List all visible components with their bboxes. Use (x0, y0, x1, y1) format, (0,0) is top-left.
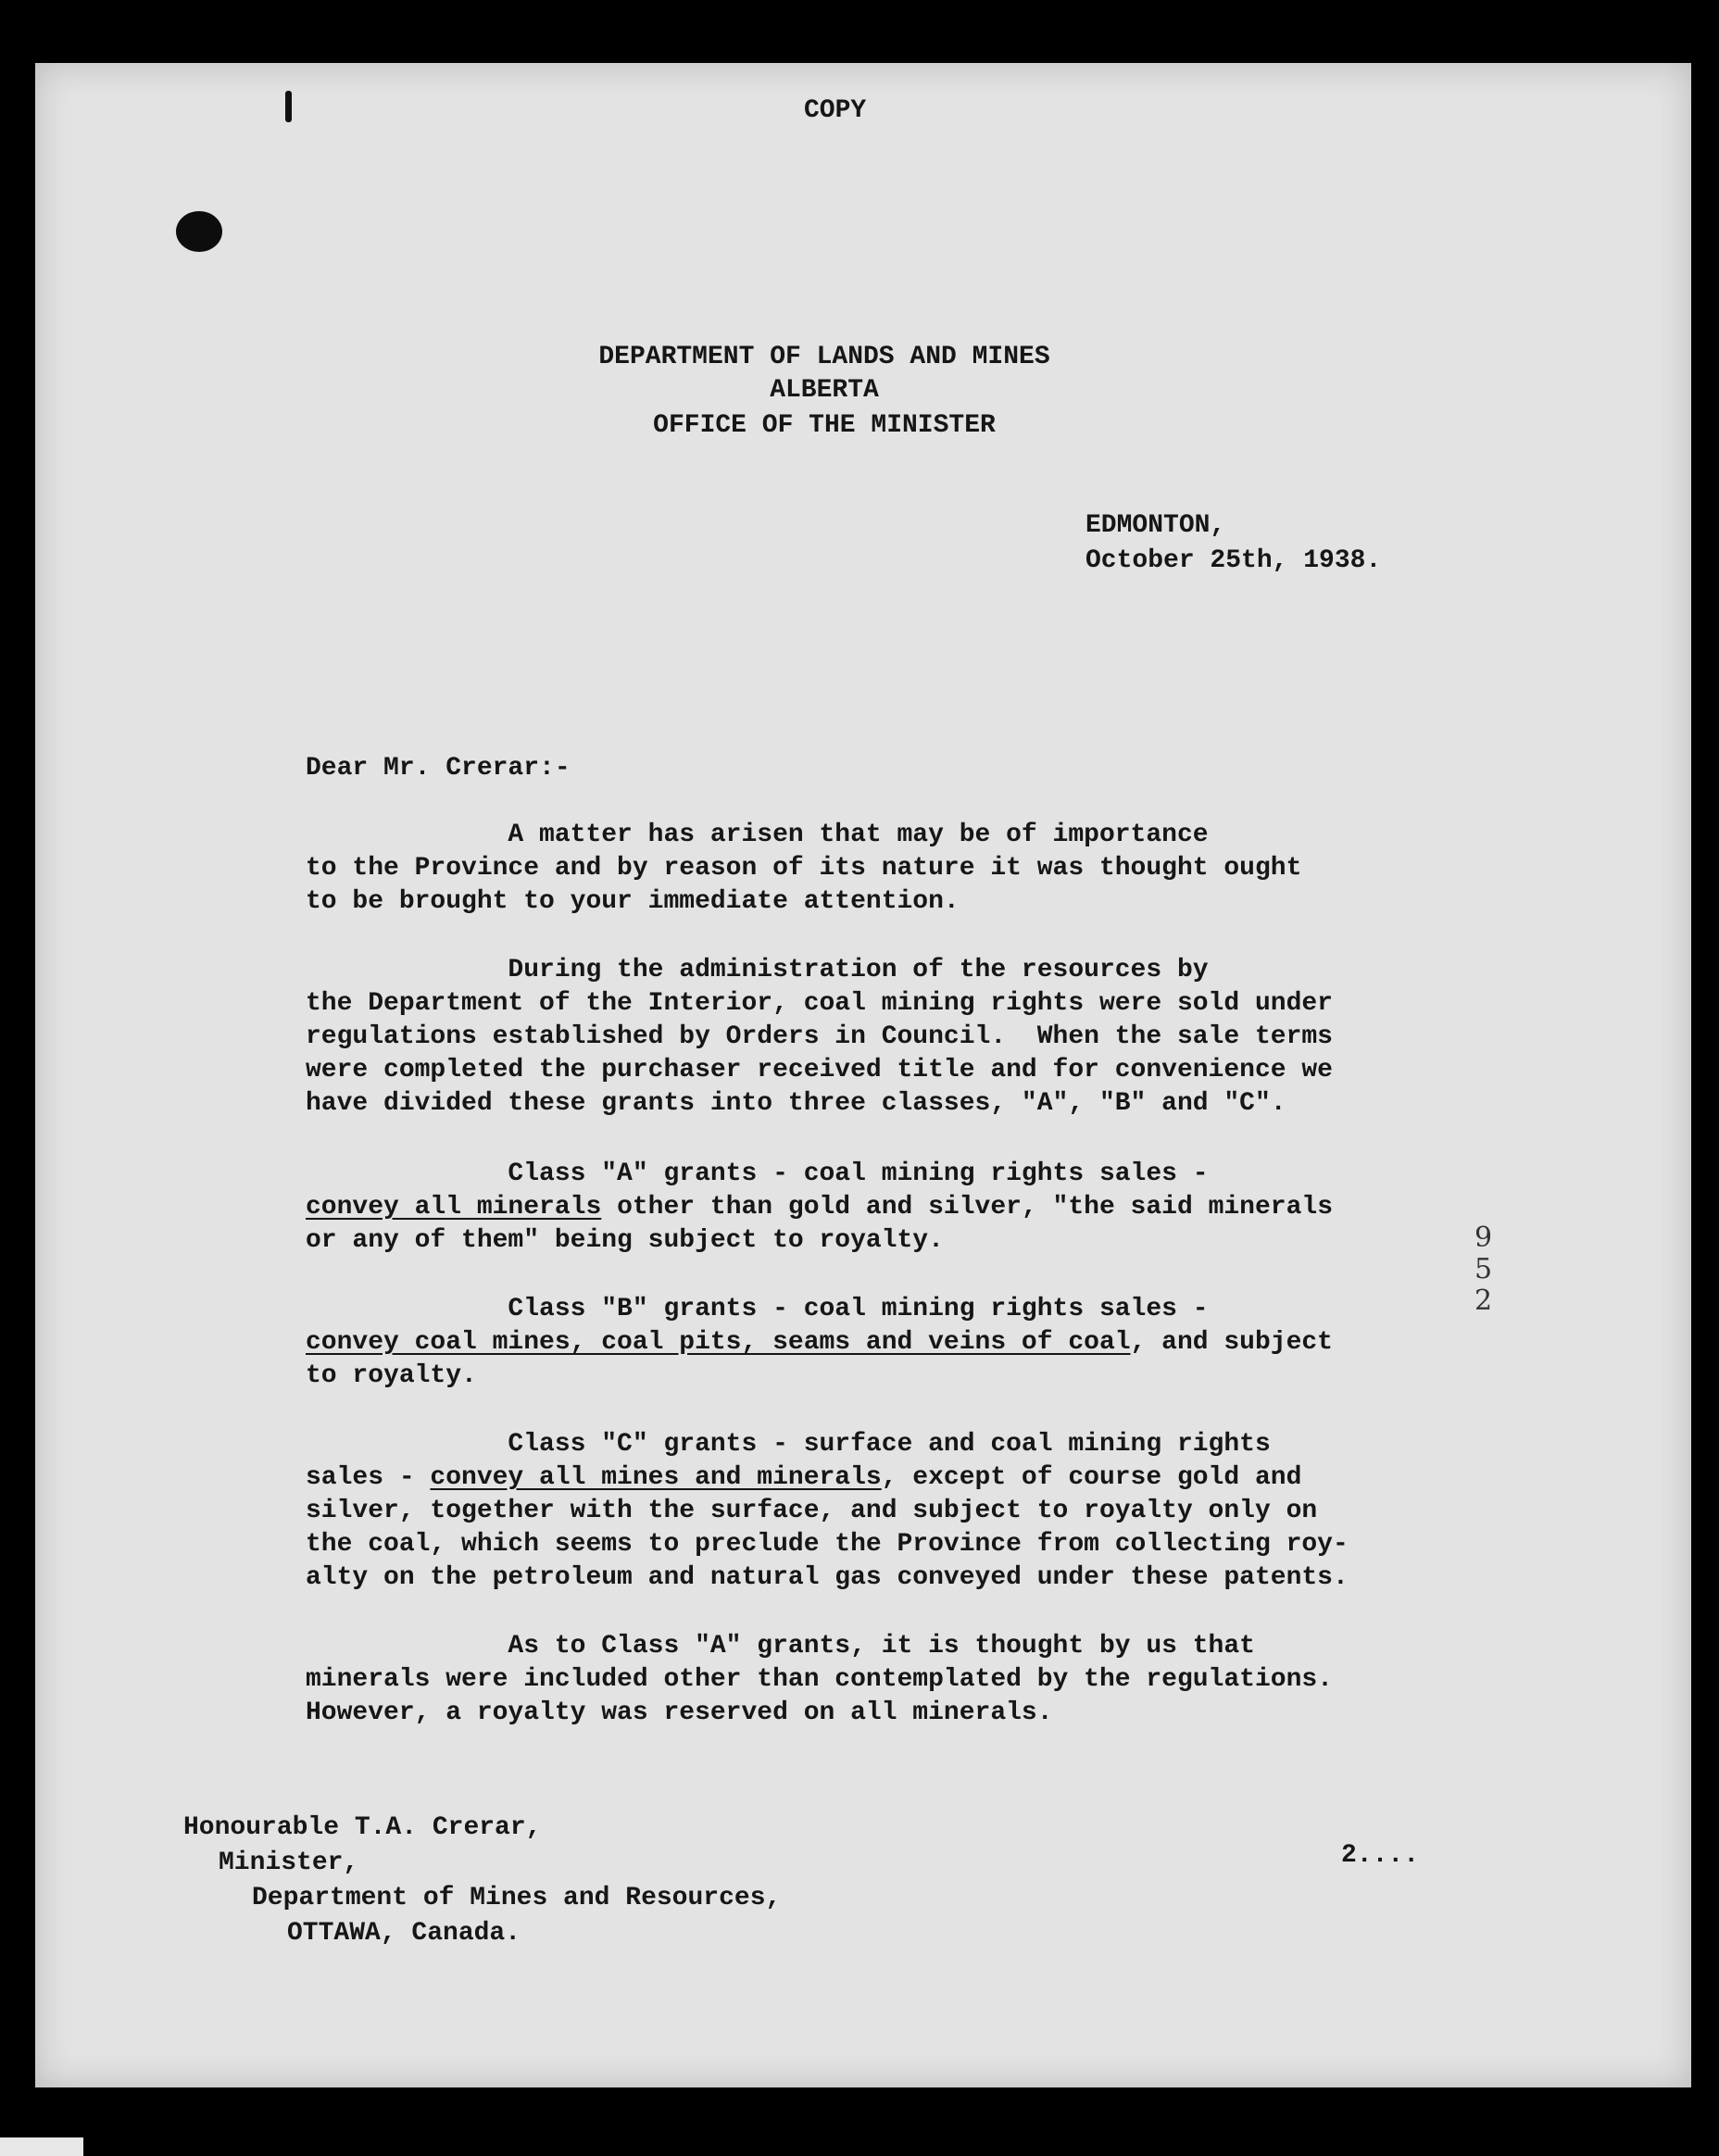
margin-handwriting: 9 5 2 (1474, 1222, 1493, 1317)
ink-tick-mark (285, 91, 292, 122)
class-c-line: Class "C" grants - surface and coal mining rights (306, 1430, 1271, 1459)
copy-mark: COPY (804, 96, 867, 125)
punch-hole (176, 211, 222, 252)
paragraph-2-line: During the administration of the resources by (306, 956, 1209, 984)
paragraph-1-line: to the Province and by reason of its nature it was thought ought (306, 854, 1302, 883)
closing-paragraph-line: As to Class "A" grants, it is thought by us that (306, 1632, 1255, 1661)
class-c-line (306, 1461, 1301, 1495)
class-b-underlined: convey coal mines, coal pits, seams and veins of coal (306, 1328, 1131, 1357)
paragraph-2-line: were completed the purchaser received title and for convenience we (306, 1056, 1333, 1084)
class-c-line: alty on the petroleum and natural gas conveyed under these patents. (306, 1563, 1349, 1592)
class-c-line-start: sales - (306, 1463, 431, 1492)
paragraph-2-line: have divided these grants into three classes, "A", "B" and "C". (306, 1089, 1286, 1118)
addressee-department: Department of Mines and Resources, (252, 1884, 782, 1912)
addressee-title: Minister, (219, 1849, 359, 1877)
paragraph-2-line: the Department of the Interior, coal mining rights were sold under (306, 989, 1333, 1018)
class-a-line (306, 1191, 1333, 1224)
province-heading: ALBERTA (770, 376, 879, 405)
dateline-date: October 25th, 1938. (1085, 546, 1382, 575)
class-c-underlined: convey all mines and minerals (430, 1463, 882, 1492)
class-b-line-rest: , and subject (1130, 1328, 1333, 1357)
class-a-line-rest: other than gold and silver, "the said minerals (601, 1193, 1333, 1222)
class-c-line-rest: , except of course gold and (881, 1463, 1302, 1492)
class-a-line: Class "A" grants - coal mining rights sales - (306, 1159, 1209, 1188)
office-heading: OFFICE OF THE MINISTER (653, 411, 996, 440)
class-b-line: Class "B" grants - coal mining rights sales - (306, 1295, 1209, 1323)
class-b-line: to royalty. (306, 1361, 477, 1390)
class-b-line (306, 1326, 1333, 1360)
paragraph-2-line: regulations established by Orders in Council. When the sale terms (306, 1022, 1333, 1051)
department-heading: DEPARTMENT OF LANDS AND MINES (598, 343, 1050, 371)
closing-paragraph-line: However, a royalty was reserved on all minerals. (306, 1698, 1053, 1727)
class-c-line: the coal, which seems to preclude the Province from collecting roy- (306, 1530, 1349, 1559)
paragraph-1-line: to be brought to your immediate attention. (306, 887, 960, 916)
page-continuation: 2.... (1341, 1841, 1420, 1870)
salutation: Dear Mr. Crerar:- (306, 754, 571, 783)
paragraph-1-line: A matter has arisen that may be of importance (306, 821, 1209, 849)
class-c-line: silver, together with the surface, and subject to royalty only on (306, 1497, 1318, 1525)
addressee-name: Honourable T.A. Crerar, (183, 1813, 542, 1842)
film-label-strip (0, 2137, 83, 2156)
closing-paragraph-line: minerals were included other than contemplated by the regulations. (306, 1665, 1333, 1694)
dateline-place: EDMONTON, (1085, 511, 1226, 540)
class-a-line: or any of them" being subject to royalty. (306, 1226, 944, 1255)
addressee-city: OTTAWA, Canada. (287, 1919, 521, 1948)
class-a-underlined: convey all minerals (306, 1193, 602, 1222)
